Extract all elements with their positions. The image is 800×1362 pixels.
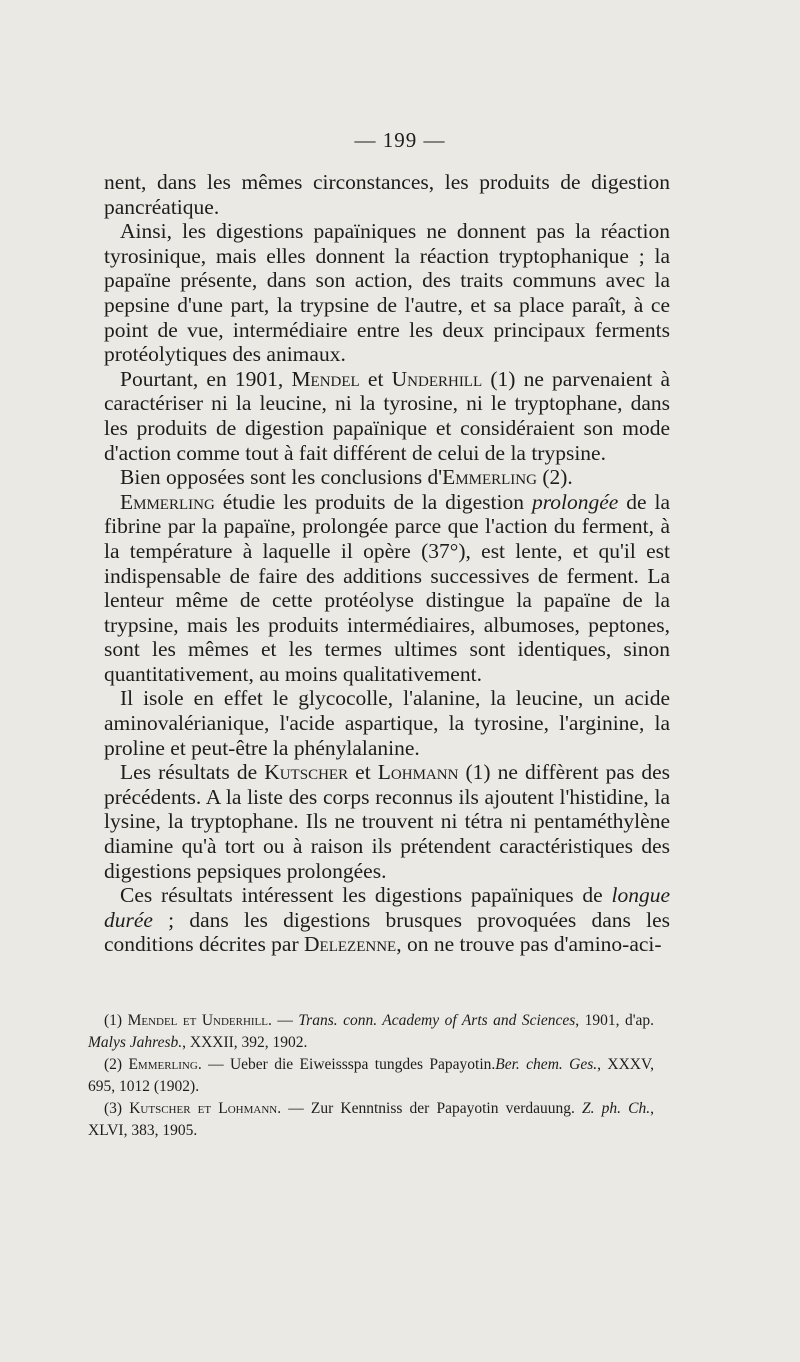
text: Bien opposées sont les conclusions d' bbox=[120, 465, 443, 490]
author-name: Lohmann bbox=[377, 760, 459, 785]
footnote-title: Trans. conn. Academy of Arts and Sciences bbox=[298, 1012, 576, 1029]
author-name: Emmerling bbox=[120, 489, 215, 514]
footnote-separator: — bbox=[277, 1012, 293, 1029]
paragraph-8 bbox=[104, 883, 670, 957]
footnote-number: (2) bbox=[104, 1056, 123, 1073]
emphasis: prolongée bbox=[531, 489, 619, 514]
footnote-authors: Mendel et Underhill. bbox=[127, 1012, 272, 1029]
footnote-title: Zur Kenntniss der Papayotin verdauung. bbox=[310, 1100, 575, 1117]
footnote-text: , 1901, d'ap. bbox=[575, 1012, 655, 1029]
text: et bbox=[367, 366, 384, 391]
paragraph-5 bbox=[104, 490, 670, 687]
footnote-3 bbox=[88, 1098, 654, 1142]
text: Pourtant, en 1901, bbox=[120, 366, 284, 391]
footnote-reference: , XXXV, 695, 1012 (1902). bbox=[88, 1056, 655, 1095]
footnote-separator: — bbox=[288, 1100, 304, 1117]
footnote-reference: , XLVI, 383, 1905. bbox=[88, 1100, 655, 1139]
emphasis: longue durée bbox=[104, 883, 671, 932]
footnote-2 bbox=[88, 1054, 654, 1098]
footnote-source: Ber. chem. Ges. bbox=[495, 1056, 598, 1073]
text: (1) ne diffèrent pas des précédents. A la liste des corps reconnus ils ajoutent l'histidine, la lysine, la tryptophane. Ils ne trouvent ni tétra ni pentaméthylène diamine qu'à tort ou à raison ils prétendent caractéristiques des digestions pepsiques prolongées. bbox=[104, 760, 671, 883]
text: étudie les produits de la digestion bbox=[222, 489, 524, 514]
footnote-number: (3) bbox=[104, 1100, 123, 1117]
footnotes bbox=[88, 1010, 654, 1142]
author-name: Mendel bbox=[291, 366, 360, 391]
author-name: Emmerling bbox=[442, 465, 537, 490]
footnote-source: Z. ph. Ch. bbox=[582, 1100, 651, 1117]
paragraph-7 bbox=[104, 760, 670, 883]
paragraph-2: Ainsi, les digestions papaïniques ne donnent pas la réaction tyrosinique, mais elles donnent la réaction tryptophanique ; la papaïne présente, dans son action, des traits communs avec la pepsine d'une part, la trypsine de l'autre, et sa place paraît, à ce point de vue, intermédiaire entre les deux principaux ferments protéolytiques des animaux. bbox=[104, 219, 670, 367]
text: (1) ne parvenaient à caractériser ni la leucine, ni la tyrosine, ni le tryptophane, dans les produits de digestion papaïnique et considéraient son mode d'action comme tout à fait différent de celui de la trypsine. bbox=[104, 366, 671, 465]
footnote-separator: — bbox=[208, 1056, 224, 1073]
text: ; dans les digestions brusques provoquées dans les conditions décrites par bbox=[104, 907, 670, 957]
author-name: Kutscher bbox=[264, 760, 349, 785]
footnote-source: Malys Jahresb. bbox=[88, 1034, 183, 1051]
footnote-authors: Kutscher et Lohmann. bbox=[129, 1100, 282, 1117]
paragraph-1: nent, dans les mêmes circonstances, les produits de digestion pancréatique. bbox=[104, 170, 670, 219]
footnote-authors: Emmerling. bbox=[128, 1056, 202, 1073]
footnote-reference: , XXXII, 392, 1902. bbox=[182, 1034, 308, 1051]
text: Ces résultats intéressent les digestions papaïniques de bbox=[120, 883, 603, 908]
text: et bbox=[355, 760, 371, 785]
paragraph-4 bbox=[104, 465, 670, 490]
paragraph-6: Il isole en effet le glycocolle, l'alanine, la leucine, un acide aminovalérianique, l'acide aspartique, la tyrosine, l'arginine, la proline et peut-être la phénylalanine. bbox=[104, 686, 670, 760]
footnote-number: (1) bbox=[104, 1012, 123, 1029]
author-name: Delezenne bbox=[304, 932, 397, 957]
footnote-1 bbox=[88, 1010, 654, 1054]
text: , on ne trouve pas d'amino-aci- bbox=[396, 932, 662, 957]
text: Les résultats de bbox=[120, 760, 258, 785]
footnote-title: Ueber die Eiweissspa tungdes Papayotin. bbox=[229, 1056, 496, 1073]
page-number: — 199 — bbox=[354, 128, 446, 152]
text: (2). bbox=[542, 465, 573, 490]
body-text bbox=[104, 170, 670, 957]
paragraph-3 bbox=[104, 367, 670, 465]
text: de la fibrine par la papaïne, prolongée parce que l'action du ferment, à la température à laquelle il opère (37°), est lente, et qu'il est indispensable de faire des additions successives de ferment. La lenteur même de cette protéolyse distingue la papaïne de la trypsine, mais les produits intermédiaires, albumoses, peptones, sont les mêmes et les termes ultimes sont identiques, sinon quantitativement, au moins qualitativement. bbox=[104, 489, 671, 686]
author-name: Underhill bbox=[391, 366, 483, 391]
